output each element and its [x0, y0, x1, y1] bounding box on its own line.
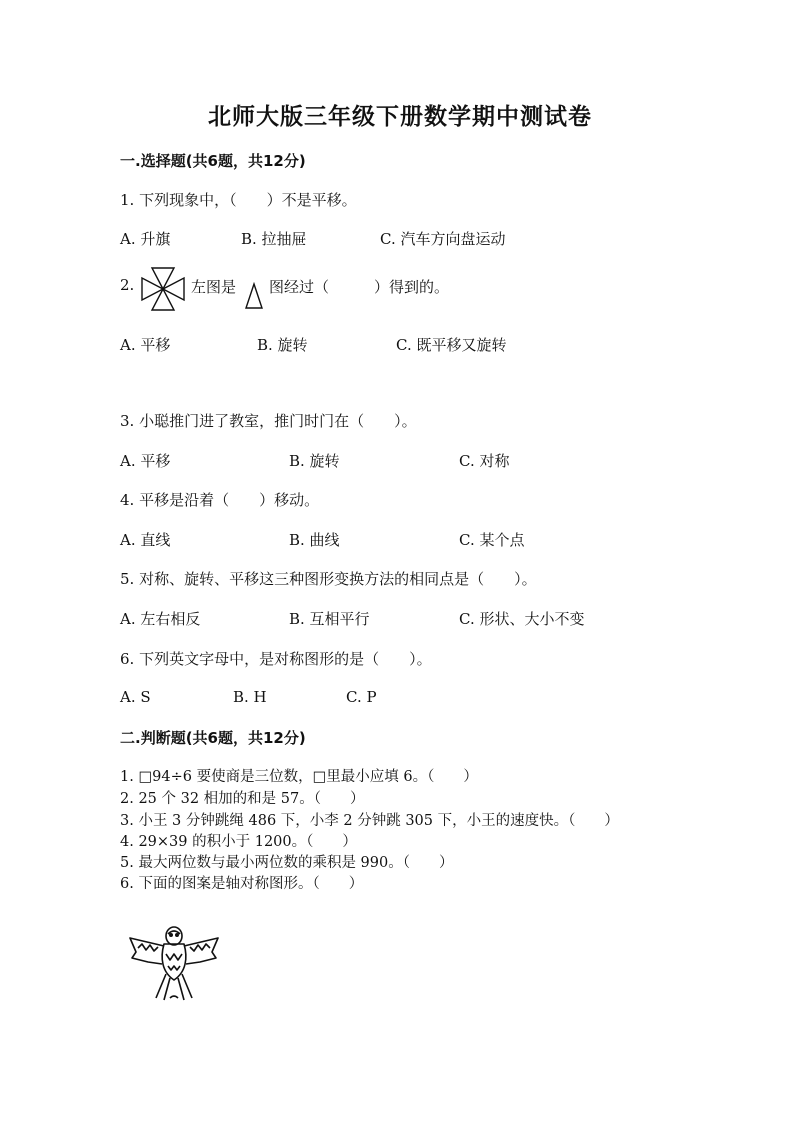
judge-item-6: 6. 下面的图案是轴对称图形。（ ）: [120, 876, 364, 892]
q3-option-c: C. 对称: [459, 452, 510, 470]
section-1-heading: 一.选择题(共6题，共12分): [120, 152, 306, 170]
question-5: 5. 对称、旋转、平移这三种图形变换方法的相同点是（ ）。: [120, 570, 537, 588]
q4-option-a: A. 直线: [120, 531, 171, 549]
q5-option-a: A. 左右相反: [120, 610, 201, 628]
judge-item-1: 1. □94÷6 要使商是三位数，□里最小应填 6。（ ）: [120, 769, 478, 785]
pinwheel-figure-icon: [140, 266, 186, 312]
triangle-figure-icon: [244, 282, 264, 310]
q2-option-b: B. 旋转: [257, 336, 308, 354]
q5-option-b: B. 互相平行: [289, 610, 370, 628]
question-2-number: 2.: [120, 276, 135, 294]
q6-option-c: C. P: [346, 688, 377, 706]
q3-option-b: B. 旋转: [289, 452, 340, 470]
question-2-text-a: 左图是: [191, 278, 237, 296]
q6-option-b: B. H: [233, 688, 267, 706]
q1-option-c: C. 汽车方向盘运动: [380, 230, 506, 248]
q1-option-a: A. 升旗: [120, 230, 171, 248]
page-title: 北师大版三年级下册数学期中测试卷: [208, 104, 592, 130]
q1-option-b: B. 拉抽屉: [241, 230, 307, 248]
question-4: 4. 平移是沿着（ ）移动。: [120, 491, 320, 509]
judge-item-3: 3. 小王 3 分钟跳绳 486 下，小李 2 分钟跳 305 下，小王的速度快。（ ）: [120, 813, 619, 829]
question-6: 6. 下列英文字母中，是对称图形的是（ ）。: [120, 650, 432, 668]
question-2-text-b: 图经过（ ）得到的。: [269, 278, 450, 296]
question-3: 3. 小聪推门进了教室，推门时门在（ ）。: [120, 412, 417, 430]
q2-option-c: C. 既平移又旋转: [396, 336, 507, 354]
section-2-heading: 二.判断题(共6题，共12分): [120, 729, 306, 747]
question-1: 1. 下列现象中，（ ）不是平移。: [120, 191, 357, 209]
kite-bird-figure-icon: [126, 924, 222, 1002]
q3-option-a: A. 平移: [120, 452, 171, 470]
judge-item-5: 5. 最大两位数与最小两位数的乘积是 990。（ ）: [120, 855, 454, 871]
q5-option-c: C. 形状、大小不变: [459, 610, 585, 628]
q4-option-b: B. 曲线: [289, 531, 340, 549]
judge-item-4: 4. 29×39 的积小于 1200。（ ）: [120, 834, 357, 850]
judge-item-2: 2. 25 个 32 相加的和是 57。（ ）: [120, 791, 365, 807]
q6-option-a: A. S: [120, 688, 151, 706]
q2-option-a: A. 平移: [120, 336, 171, 354]
q4-option-c: C. 某个点: [459, 531, 525, 549]
